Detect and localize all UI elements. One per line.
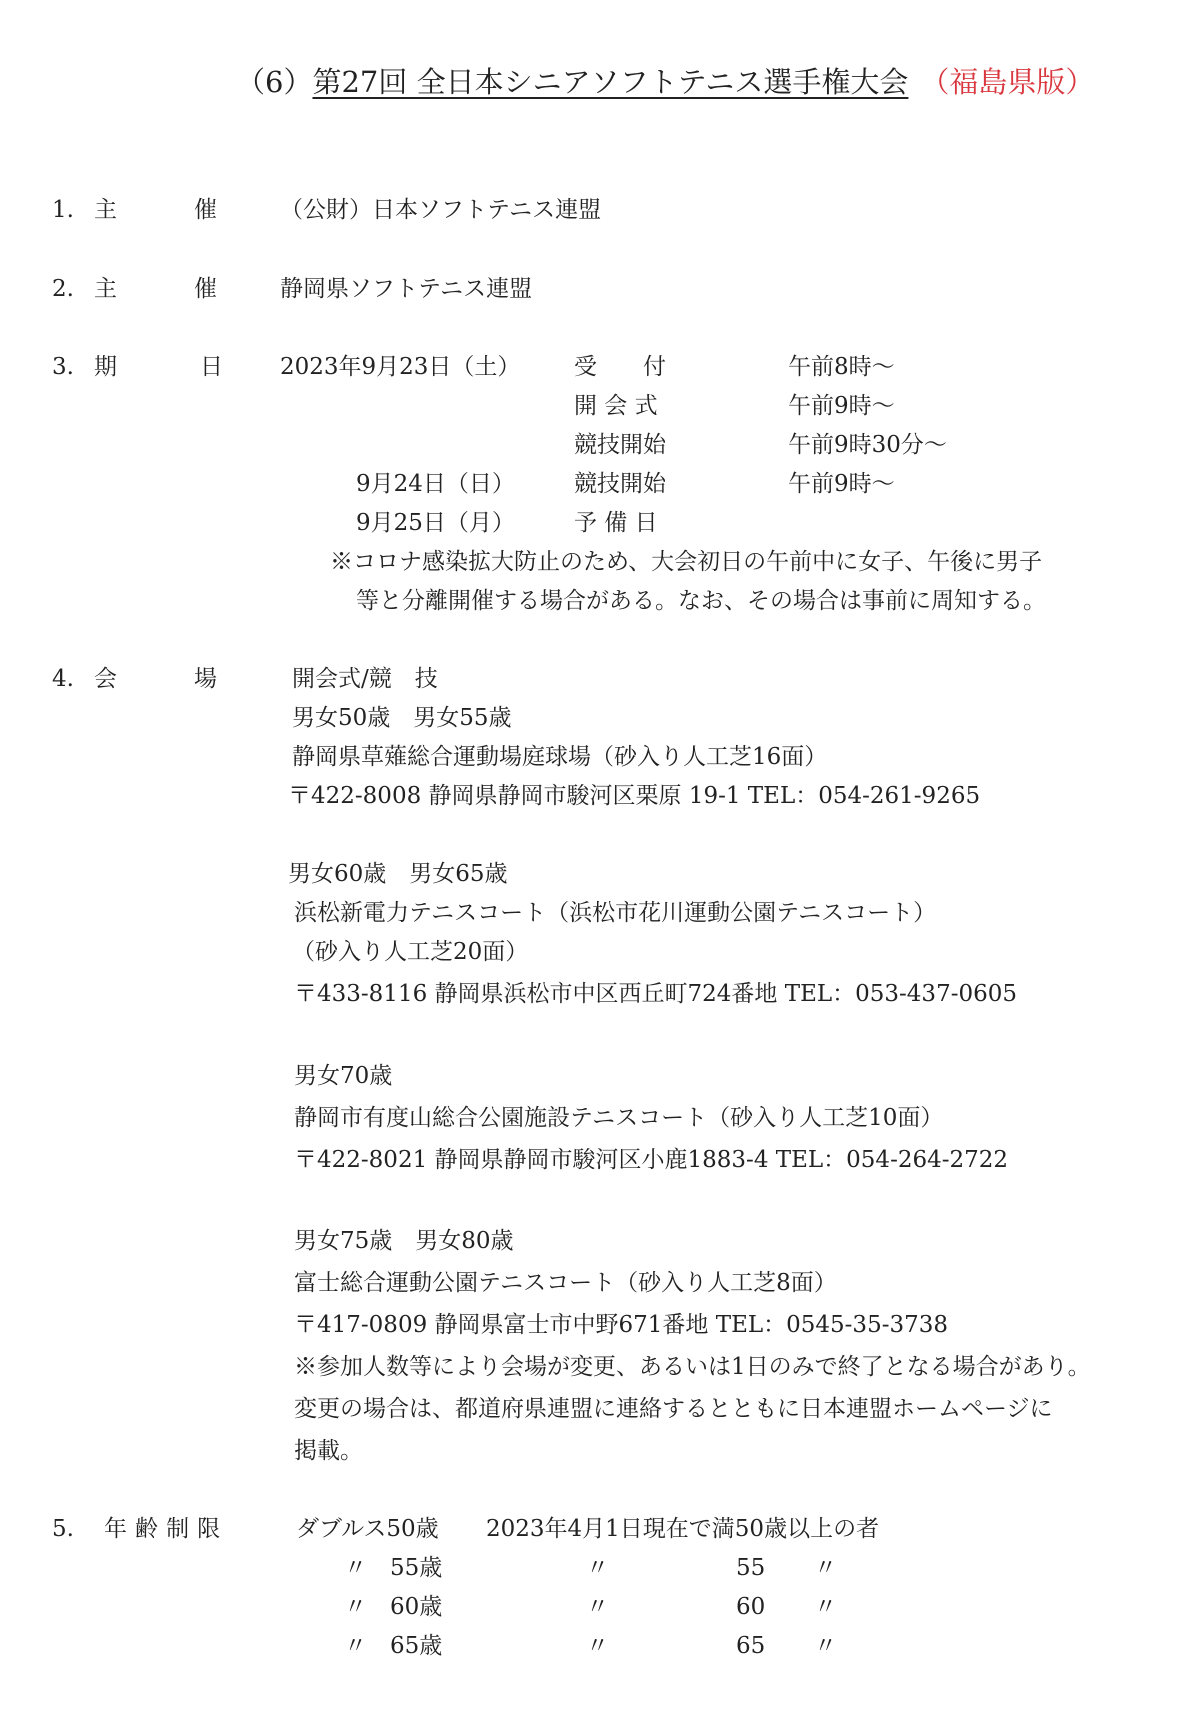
title-edition: （福島県版） — [920, 65, 1095, 99]
venue-1-address: 〒422-8008 静岡県静岡市駿河区栗原 19-1 TEL：054-261-9265 — [288, 783, 981, 809]
age-row-ditto-end: 〃 — [814, 1633, 837, 1659]
section-3-number: 3. — [52, 354, 74, 380]
section-3-label-a: 期 — [94, 354, 117, 380]
age-row-event: ダブルス50歳 — [296, 1516, 439, 1542]
title-number: （6） — [236, 65, 313, 99]
venue-4-name: 富士総合運動公園テニスコート（砂入り人工芝8面） — [294, 1270, 837, 1296]
schedule-event: 競技開始 — [574, 432, 666, 458]
venue-note-line-2: 変更の場合は、都道府県連盟に連絡するとともに日本連盟ホームページに — [294, 1396, 1053, 1422]
section-3-label-b: 日 — [200, 354, 223, 380]
venue-3-address: 〒422-8021 静岡県静岡市駿河区小鹿1883-4 TEL：054-264-2722 — [294, 1147, 1009, 1173]
age-row-ditto: 〃 — [586, 1594, 609, 1620]
age-row-condition: 60 — [736, 1594, 766, 1620]
section-2-label-a: 主 — [94, 276, 117, 302]
venue-4-address: 〒417-0809 静岡県富士市中野671番地 TEL：0545-35-3738 — [294, 1312, 949, 1338]
schedule-day-3: 9月25日（月） — [356, 510, 515, 536]
schedule-event: 予 備 日 — [574, 510, 658, 536]
age-row-condition: 2023年4月1日現在で満50歳以上の者 — [486, 1516, 880, 1542]
title-main: 第27回 全日本シニアソフトテニス選手権大会 — [312, 65, 909, 99]
section-4-label-b: 場 — [194, 666, 217, 692]
section-1-label-a: 主 — [94, 197, 117, 223]
section-5-label: 年齢制限 — [104, 1516, 229, 1542]
age-row-condition: 55 — [736, 1555, 766, 1581]
venue-header: 開会式/競 技 — [292, 666, 438, 692]
venue-note-line-1: ※参加人数等により会場が変更、あるいは1日のみで終了となる場合があり。 — [294, 1354, 1091, 1380]
section-1-label-b: 催 — [194, 197, 217, 223]
age-row-event: 〃 65歳 — [344, 1633, 443, 1659]
schedule-time: 午前9時～ — [788, 393, 895, 419]
age-row-ditto-end: 〃 — [814, 1555, 837, 1581]
section-1-number: 1. — [52, 197, 74, 223]
venue-2-courts: （砂入り人工芝20面） — [292, 939, 529, 965]
venue-3-groups: 男女70歳 — [294, 1063, 393, 1089]
section-2-value: 静岡県ソフトテニス連盟 — [280, 276, 533, 302]
section-2-number: 2. — [52, 276, 74, 302]
section-5-number: 5. — [52, 1516, 74, 1542]
schedule-note-line-1: ※コロナ感染拡大防止のため、大会初日の午前中に女子、午後に男子 — [330, 549, 1043, 575]
section-2-label-b: 催 — [194, 276, 217, 302]
section-4-number: 4. — [52, 666, 74, 692]
age-row-ditto: 〃 — [586, 1555, 609, 1581]
venue-2-address: 〒433-8116 静岡県浜松市中区西丘町724番地 TEL：053-437-0605 — [294, 981, 1018, 1007]
venue-1-groups: 男女50歳 男女55歳 — [292, 705, 512, 731]
venue-3-name: 静岡市有度山総合公園施設テニスコート（砂入り人工芝10面） — [294, 1105, 944, 1131]
age-row-event: 〃 55歳 — [344, 1555, 443, 1581]
age-row-event: 〃 60歳 — [344, 1594, 443, 1620]
section-4-label-a: 会 — [94, 666, 117, 692]
schedule-time: 午前8時～ — [788, 354, 895, 380]
venue-2-name: 浜松新電力テニスコート（浜松市花川運動公園テニスコート） — [294, 900, 937, 926]
section-1-value: （公財）日本ソフトテニス連盟 — [280, 197, 602, 223]
venue-1-name: 静岡県草薙総合運動場庭球場（砂入り人工芝16面） — [292, 744, 828, 770]
age-row-ditto: 〃 — [586, 1633, 609, 1659]
schedule-event: 受 付 — [574, 354, 666, 380]
venue-4-groups: 男女75歳 男女80歳 — [294, 1228, 514, 1254]
schedule-day-2: 9月24日（日） — [356, 471, 515, 497]
venue-note-line-3: 掲載。 — [294, 1438, 363, 1464]
document-title — [236, 62, 1094, 102]
venue-2-groups: 男女60歳 男女65歳 — [288, 861, 508, 887]
schedule-note-line-2: 等と分離開催する場合がある。なお、その場合は事前に周知する。 — [356, 588, 1046, 614]
schedule-event: 競技開始 — [574, 471, 666, 497]
schedule-day-1: 2023年9月23日（土） — [280, 354, 521, 380]
schedule-event: 開 会 式 — [574, 393, 658, 419]
age-row-ditto-end: 〃 — [814, 1594, 837, 1620]
schedule-time: 午前9時～ — [788, 471, 895, 497]
age-row-condition: 65 — [736, 1633, 766, 1659]
schedule-time: 午前9時30分～ — [788, 432, 947, 458]
